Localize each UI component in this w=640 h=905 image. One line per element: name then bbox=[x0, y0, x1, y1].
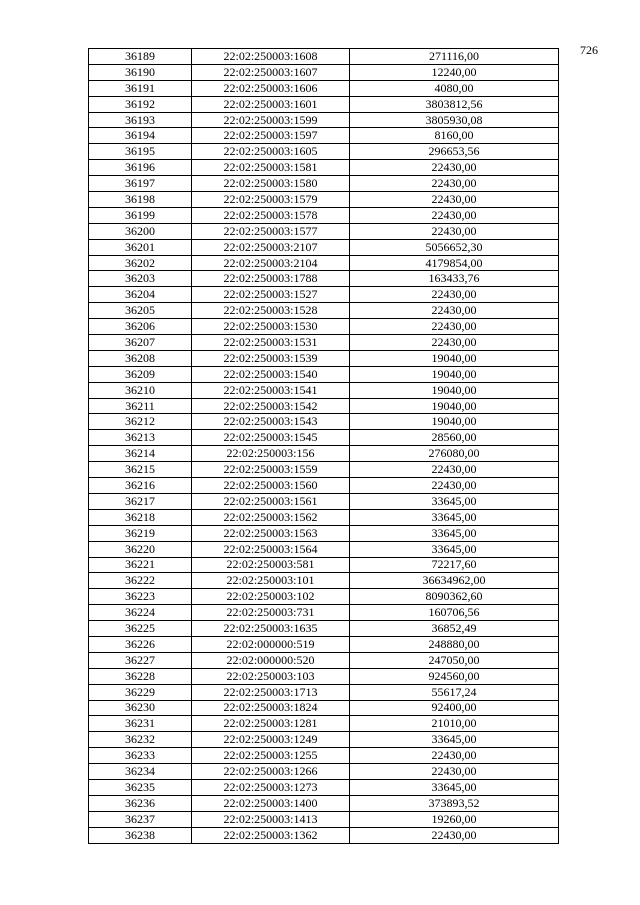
cadastral-number-cell: 22:02:250003:1543 bbox=[192, 414, 350, 430]
value-cell: 163433,76 bbox=[350, 271, 559, 287]
cadastral-number-cell: 22:02:000000:520 bbox=[192, 652, 350, 668]
row-number-cell: 36224 bbox=[89, 605, 192, 621]
cadastral-number-cell: 22:02:250003:2104 bbox=[192, 255, 350, 271]
cadastral-number-cell: 22:02:250003:101 bbox=[192, 573, 350, 589]
row-number-cell: 36235 bbox=[89, 779, 192, 795]
value-cell: 22430,00 bbox=[350, 303, 559, 319]
cadastral-number-cell: 22:02:250003:1561 bbox=[192, 493, 350, 509]
value-cell: 22430,00 bbox=[350, 176, 559, 192]
row-number-cell: 36230 bbox=[89, 700, 192, 716]
cadastral-number-cell: 22:02:250003:1562 bbox=[192, 509, 350, 525]
cadastral-number-cell: 22:02:250003:1577 bbox=[192, 223, 350, 239]
row-number-cell: 36207 bbox=[89, 335, 192, 351]
row-number-cell: 36214 bbox=[89, 446, 192, 462]
row-number-cell: 36206 bbox=[89, 319, 192, 335]
cadastral-number-cell: 22:02:250003:102 bbox=[192, 589, 350, 605]
cadastral-number-cell: 22:02:250003:1581 bbox=[192, 160, 350, 176]
table-row bbox=[89, 509, 559, 525]
row-number-cell: 36211 bbox=[89, 398, 192, 414]
value-cell: 8160,00 bbox=[350, 128, 559, 144]
table-row bbox=[89, 96, 559, 112]
value-cell: 19260,00 bbox=[350, 811, 559, 827]
table-row bbox=[89, 255, 559, 271]
cadastral-number-cell: 22:02:250003:1540 bbox=[192, 366, 350, 382]
value-cell: 4179854,00 bbox=[350, 255, 559, 271]
cadastral-number-cell: 22:02:250003:1580 bbox=[192, 176, 350, 192]
value-cell: 92400,00 bbox=[350, 700, 559, 716]
cadastral-number-cell: 22:02:250003:1531 bbox=[192, 335, 350, 351]
row-number-cell: 36217 bbox=[89, 493, 192, 509]
value-cell: 19040,00 bbox=[350, 398, 559, 414]
cadastral-number-cell: 22:02:250003:1599 bbox=[192, 112, 350, 128]
cadastral-number-cell: 22:02:250003:1608 bbox=[192, 49, 350, 65]
table-row bbox=[89, 64, 559, 80]
value-cell: 19040,00 bbox=[350, 382, 559, 398]
row-number-cell: 36204 bbox=[89, 287, 192, 303]
row-number-cell: 36232 bbox=[89, 732, 192, 748]
cadastral-number-cell: 22:02:250003:1362 bbox=[192, 827, 350, 843]
row-number-cell: 36198 bbox=[89, 192, 192, 208]
value-cell: 28560,00 bbox=[350, 430, 559, 446]
value-cell: 19040,00 bbox=[350, 366, 559, 382]
cadastral-number-cell: 22:02:250003:2107 bbox=[192, 239, 350, 255]
row-number-cell: 36215 bbox=[89, 462, 192, 478]
cadastral-number-cell: 22:02:250003:1400 bbox=[192, 795, 350, 811]
table-row bbox=[89, 350, 559, 366]
table-row bbox=[89, 128, 559, 144]
cadastral-number-cell: 22:02:250003:1713 bbox=[192, 684, 350, 700]
data-table bbox=[88, 48, 559, 844]
table-row bbox=[89, 366, 559, 382]
value-cell: 22430,00 bbox=[350, 462, 559, 478]
row-number-cell: 36227 bbox=[89, 652, 192, 668]
table-row bbox=[89, 382, 559, 398]
table-row bbox=[89, 605, 559, 621]
row-number-cell: 36192 bbox=[89, 96, 192, 112]
row-number-cell: 36200 bbox=[89, 223, 192, 239]
row-number-cell: 36197 bbox=[89, 176, 192, 192]
value-cell: 160706,56 bbox=[350, 605, 559, 621]
cadastral-number-cell: 22:02:250003:1560 bbox=[192, 478, 350, 494]
table-row bbox=[89, 112, 559, 128]
row-number-cell: 36219 bbox=[89, 525, 192, 541]
table-row bbox=[89, 398, 559, 414]
value-cell: 72217,60 bbox=[350, 557, 559, 573]
value-cell: 296653,56 bbox=[350, 144, 559, 160]
table-row bbox=[89, 335, 559, 351]
table-row bbox=[89, 795, 559, 811]
value-cell: 33645,00 bbox=[350, 525, 559, 541]
value-cell: 3803812,56 bbox=[350, 96, 559, 112]
table-row bbox=[89, 303, 559, 319]
row-number-cell: 36236 bbox=[89, 795, 192, 811]
value-cell: 22430,00 bbox=[350, 748, 559, 764]
row-number-cell: 36210 bbox=[89, 382, 192, 398]
value-cell: 33645,00 bbox=[350, 541, 559, 557]
cadastral-number-cell: 22:02:250003:1273 bbox=[192, 779, 350, 795]
value-cell: 247050,00 bbox=[350, 652, 559, 668]
table-row bbox=[89, 192, 559, 208]
row-number-cell: 36213 bbox=[89, 430, 192, 446]
cadastral-number-cell: 22:02:250003:1527 bbox=[192, 287, 350, 303]
value-cell: 33645,00 bbox=[350, 509, 559, 525]
value-cell: 271116,00 bbox=[350, 49, 559, 65]
cadastral-number-cell: 22:02:250003:1281 bbox=[192, 716, 350, 732]
row-number-cell: 36201 bbox=[89, 239, 192, 255]
table-row bbox=[89, 462, 559, 478]
value-cell: 22430,00 bbox=[350, 287, 559, 303]
row-number-cell: 36189 bbox=[89, 49, 192, 65]
row-number-cell: 36221 bbox=[89, 557, 192, 573]
row-number-cell: 36233 bbox=[89, 748, 192, 764]
cadastral-number-cell: 22:02:250003:1255 bbox=[192, 748, 350, 764]
value-cell: 22430,00 bbox=[350, 192, 559, 208]
row-number-cell: 36190 bbox=[89, 64, 192, 80]
cadastral-number-cell: 22:02:250003:1539 bbox=[192, 350, 350, 366]
cadastral-number-cell: 22:02:250003:1578 bbox=[192, 207, 350, 223]
row-number-cell: 36237 bbox=[89, 811, 192, 827]
value-cell: 4080,00 bbox=[350, 80, 559, 96]
table-row bbox=[89, 430, 559, 446]
row-number-cell: 36208 bbox=[89, 350, 192, 366]
cadastral-number-cell: 22:02:250003:1545 bbox=[192, 430, 350, 446]
row-number-cell: 36226 bbox=[89, 636, 192, 652]
cadastral-number-cell: 22:02:250003:1249 bbox=[192, 732, 350, 748]
row-number-cell: 36199 bbox=[89, 207, 192, 223]
cadastral-number-cell: 22:02:250003:1528 bbox=[192, 303, 350, 319]
table-row bbox=[89, 732, 559, 748]
cadastral-number-cell: 22:02:250003:1563 bbox=[192, 525, 350, 541]
row-number-cell: 36195 bbox=[89, 144, 192, 160]
table-row bbox=[89, 239, 559, 255]
row-number-cell: 36234 bbox=[89, 764, 192, 780]
table-row bbox=[89, 271, 559, 287]
table-row bbox=[89, 160, 559, 176]
table-row bbox=[89, 319, 559, 335]
cadastral-number-cell: 22:02:250003:1605 bbox=[192, 144, 350, 160]
row-number-cell: 36202 bbox=[89, 255, 192, 271]
table-row bbox=[89, 207, 559, 223]
value-cell: 22430,00 bbox=[350, 827, 559, 843]
value-cell: 22430,00 bbox=[350, 207, 559, 223]
table-row bbox=[89, 779, 559, 795]
row-number-cell: 36209 bbox=[89, 366, 192, 382]
table-row bbox=[89, 589, 559, 605]
table-row bbox=[89, 700, 559, 716]
cadastral-number-cell: 22:02:250003:156 bbox=[192, 446, 350, 462]
table-row bbox=[89, 414, 559, 430]
value-cell: 373893,52 bbox=[350, 795, 559, 811]
value-cell: 5056652,30 bbox=[350, 239, 559, 255]
page-number: 726 bbox=[580, 43, 598, 57]
cadastral-number-cell: 22:02:250003:1541 bbox=[192, 382, 350, 398]
cadastral-number-cell: 22:02:250003:1559 bbox=[192, 462, 350, 478]
table-row bbox=[89, 652, 559, 668]
cadastral-number-cell: 22:02:250003:1530 bbox=[192, 319, 350, 335]
cadastral-number-cell: 22:02:250003:1413 bbox=[192, 811, 350, 827]
value-cell: 19040,00 bbox=[350, 414, 559, 430]
table-row bbox=[89, 541, 559, 557]
value-cell: 22430,00 bbox=[350, 478, 559, 494]
table-row bbox=[89, 80, 559, 96]
value-cell: 8090362,60 bbox=[350, 589, 559, 605]
table-row bbox=[89, 621, 559, 637]
row-number-cell: 36225 bbox=[89, 621, 192, 637]
cadastral-number-cell: 22:02:250003:581 bbox=[192, 557, 350, 573]
cadastral-number-cell: 22:02:250003:1606 bbox=[192, 80, 350, 96]
cadastral-number-cell: 22:02:250003:731 bbox=[192, 605, 350, 621]
row-number-cell: 36216 bbox=[89, 478, 192, 494]
value-cell: 33645,00 bbox=[350, 779, 559, 795]
cadastral-number-cell: 22:02:250003:1607 bbox=[192, 64, 350, 80]
value-cell: 36634962,00 bbox=[350, 573, 559, 589]
table-row bbox=[89, 49, 559, 65]
cadastral-number-cell: 22:02:250003:103 bbox=[192, 668, 350, 684]
value-cell: 33645,00 bbox=[350, 493, 559, 509]
table-row bbox=[89, 748, 559, 764]
row-number-cell: 36196 bbox=[89, 160, 192, 176]
row-number-cell: 36218 bbox=[89, 509, 192, 525]
cadastral-number-cell: 22:02:250003:1542 bbox=[192, 398, 350, 414]
cadastral-number-cell: 22:02:250003:1601 bbox=[192, 96, 350, 112]
table-row bbox=[89, 636, 559, 652]
value-cell: 248880,00 bbox=[350, 636, 559, 652]
table-row bbox=[89, 684, 559, 700]
table-row bbox=[89, 478, 559, 494]
table-row bbox=[89, 287, 559, 303]
table-body bbox=[89, 49, 559, 844]
row-number-cell: 36231 bbox=[89, 716, 192, 732]
value-cell: 22430,00 bbox=[350, 764, 559, 780]
table-row bbox=[89, 716, 559, 732]
value-cell: 22430,00 bbox=[350, 335, 559, 351]
cadastral-number-cell: 22:02:250003:1635 bbox=[192, 621, 350, 637]
value-cell: 3805930,08 bbox=[350, 112, 559, 128]
cadastral-number-cell: 22:02:250003:1597 bbox=[192, 128, 350, 144]
row-number-cell: 36191 bbox=[89, 80, 192, 96]
value-cell: 19040,00 bbox=[350, 350, 559, 366]
cadastral-number-cell: 22:02:000000:519 bbox=[192, 636, 350, 652]
table-row bbox=[89, 176, 559, 192]
cadastral-number-cell: 22:02:250003:1788 bbox=[192, 271, 350, 287]
row-number-cell: 36228 bbox=[89, 668, 192, 684]
value-cell: 22430,00 bbox=[350, 223, 559, 239]
value-cell: 21010,00 bbox=[350, 716, 559, 732]
table-row bbox=[89, 573, 559, 589]
value-cell: 55617,24 bbox=[350, 684, 559, 700]
cadastral-number-cell: 22:02:250003:1824 bbox=[192, 700, 350, 716]
value-cell: 276080,00 bbox=[350, 446, 559, 462]
row-number-cell: 36203 bbox=[89, 271, 192, 287]
row-number-cell: 36220 bbox=[89, 541, 192, 557]
value-cell: 36852,49 bbox=[350, 621, 559, 637]
value-cell: 12240,00 bbox=[350, 64, 559, 80]
value-cell: 22430,00 bbox=[350, 160, 559, 176]
table-row bbox=[89, 668, 559, 684]
row-number-cell: 36205 bbox=[89, 303, 192, 319]
cadastral-number-cell: 22:02:250003:1579 bbox=[192, 192, 350, 208]
value-cell: 22430,00 bbox=[350, 319, 559, 335]
row-number-cell: 36222 bbox=[89, 573, 192, 589]
row-number-cell: 36212 bbox=[89, 414, 192, 430]
row-number-cell: 36223 bbox=[89, 589, 192, 605]
row-number-cell: 36193 bbox=[89, 112, 192, 128]
table-row bbox=[89, 764, 559, 780]
cadastral-number-cell: 22:02:250003:1564 bbox=[192, 541, 350, 557]
table-row bbox=[89, 811, 559, 827]
table-row bbox=[89, 525, 559, 541]
row-number-cell: 36238 bbox=[89, 827, 192, 843]
row-number-cell: 36194 bbox=[89, 128, 192, 144]
table-row bbox=[89, 493, 559, 509]
table-row bbox=[89, 827, 559, 843]
value-cell: 924560,00 bbox=[350, 668, 559, 684]
table-row bbox=[89, 446, 559, 462]
table-row bbox=[89, 557, 559, 573]
table-row bbox=[89, 223, 559, 239]
row-number-cell: 36229 bbox=[89, 684, 192, 700]
table-row bbox=[89, 144, 559, 160]
cadastral-number-cell: 22:02:250003:1266 bbox=[192, 764, 350, 780]
value-cell: 33645,00 bbox=[350, 732, 559, 748]
